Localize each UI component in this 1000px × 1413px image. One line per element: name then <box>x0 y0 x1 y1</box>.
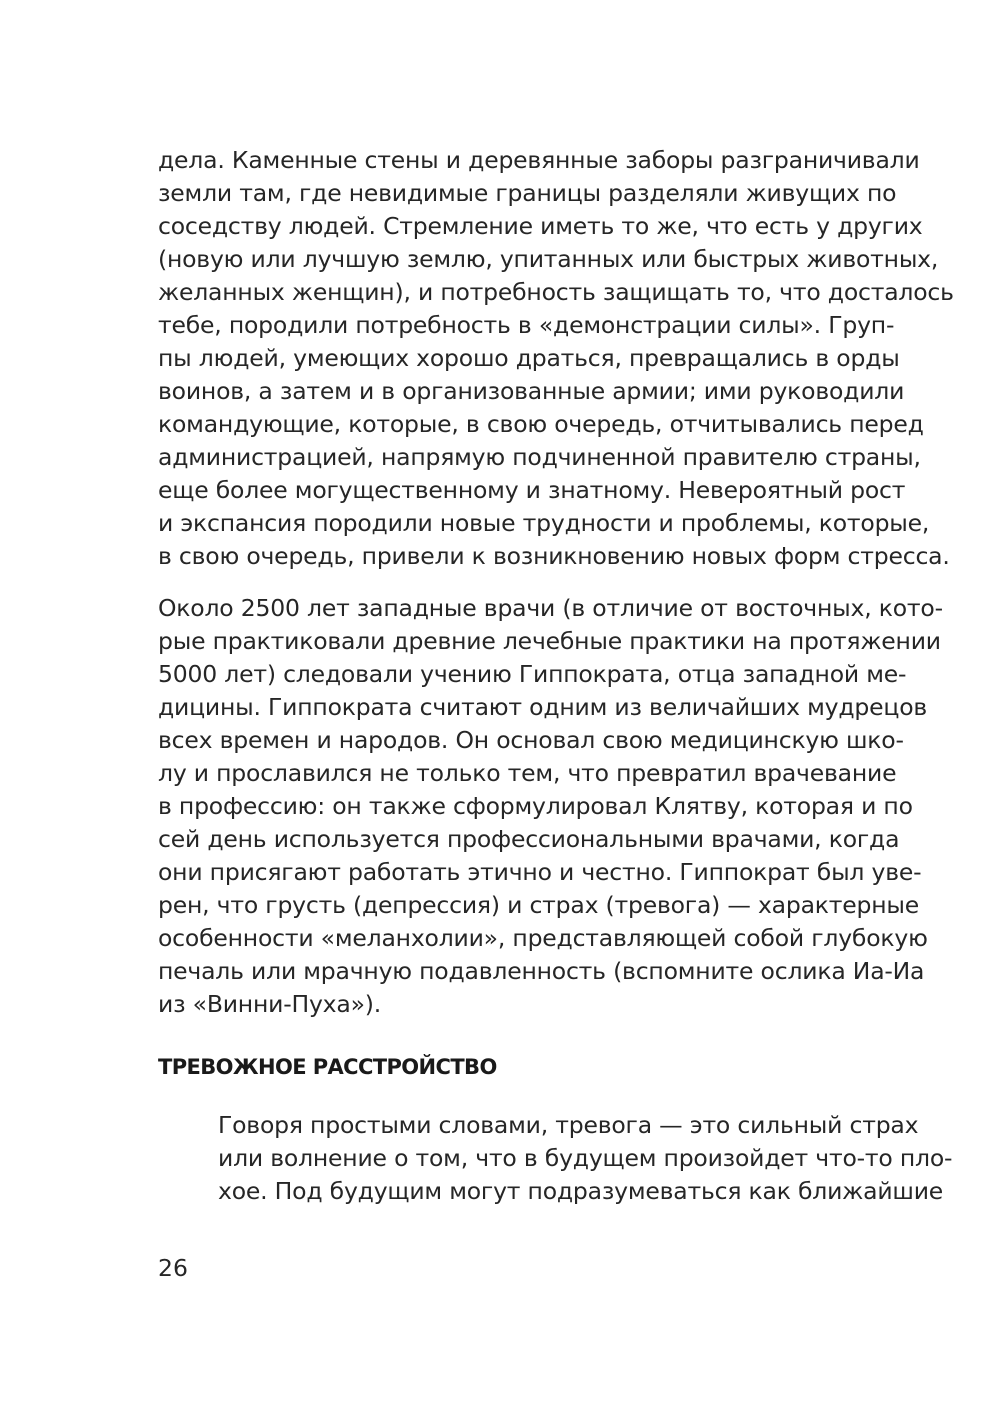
text-line: рен, что грусть (депрессия) и страх (тревога) — характерные <box>158 891 920 919</box>
text-line: дела. Каменные стены и деревянные заборы разграничивали <box>158 146 920 174</box>
text-line: лу и прославился не только тем, что превратил врачевание <box>158 759 897 787</box>
text-line: рые практиковали древние лечебные практики на протяжении <box>158 627 941 655</box>
text-line: администрацией, напрямую подчиненной правителю страны, <box>158 443 921 471</box>
text-line: Говоря простыми словами, тревога — это сильный страх <box>218 1111 919 1139</box>
text-line: земли там, где невидимые границы разделяли живущих по <box>158 179 897 207</box>
text-line: желанных женщин), и потребность защищать то, что досталось <box>158 278 954 306</box>
text-line: в свою очередь, привели к возникновению новых форм стресса. <box>158 542 950 570</box>
text-line: 5000 лет) следовали учению Гиппократа, отца западной ме- <box>158 660 907 688</box>
text-line: (новую или лучшую землю, упитанных или быстрых животных, <box>158 245 939 273</box>
text-line: и экспансия породили новые трудности и проблемы, которые, <box>158 509 930 537</box>
text-line: всех времен и народов. Он основал свою медицинскую шко- <box>158 726 904 754</box>
text-line: они присягают работать этично и честно. Гиппократ был уве- <box>158 858 922 886</box>
text-line: Около 2500 лет западные врачи (в отличие от восточных, кото- <box>158 594 943 622</box>
text-line: воинов, а затем и в организованные армии; ими руководили <box>158 377 905 405</box>
text-line: или волнение о том, что в будущем произойдет что-то пло- <box>218 1144 953 1172</box>
text-line: сей день используется профессиональными врачами, когда <box>158 825 900 853</box>
text-line: из «Винни-Пуха»). <box>158 990 381 1018</box>
text-line: пы людей, умеющих хорошо драться, превращались в орды <box>158 344 900 372</box>
section-heading: ТРЕВОЖНОЕ РАССТРОЙСТВО <box>158 1055 497 1079</box>
text-line: дицины. Гиппократа считают одним из величайших мудрецов <box>158 693 928 721</box>
text-line: тебе, породили потребность в «демонстрации силы». Груп- <box>158 311 895 339</box>
text-line: командующие, которые, в свою очередь, отчитывались перед <box>158 410 924 438</box>
text-line: хое. Под будущим могут подразумеваться как ближайшие <box>218 1177 944 1205</box>
text-line: соседству людей. Стремление иметь то же, что есть у других <box>158 212 923 240</box>
text-line: еще более могущественному и знатному. Невероятный рост <box>158 476 906 504</box>
text-line: печаль или мрачную подавленность (вспомните ослика Иа-Иа <box>158 957 925 985</box>
text-line: особенности «меланхолии», представляющей собой глубокую <box>158 924 928 952</box>
page-number: 26 <box>158 1254 188 1282</box>
text-line: в профессию: он также сформулировал Клятву, которая и по <box>158 792 913 820</box>
